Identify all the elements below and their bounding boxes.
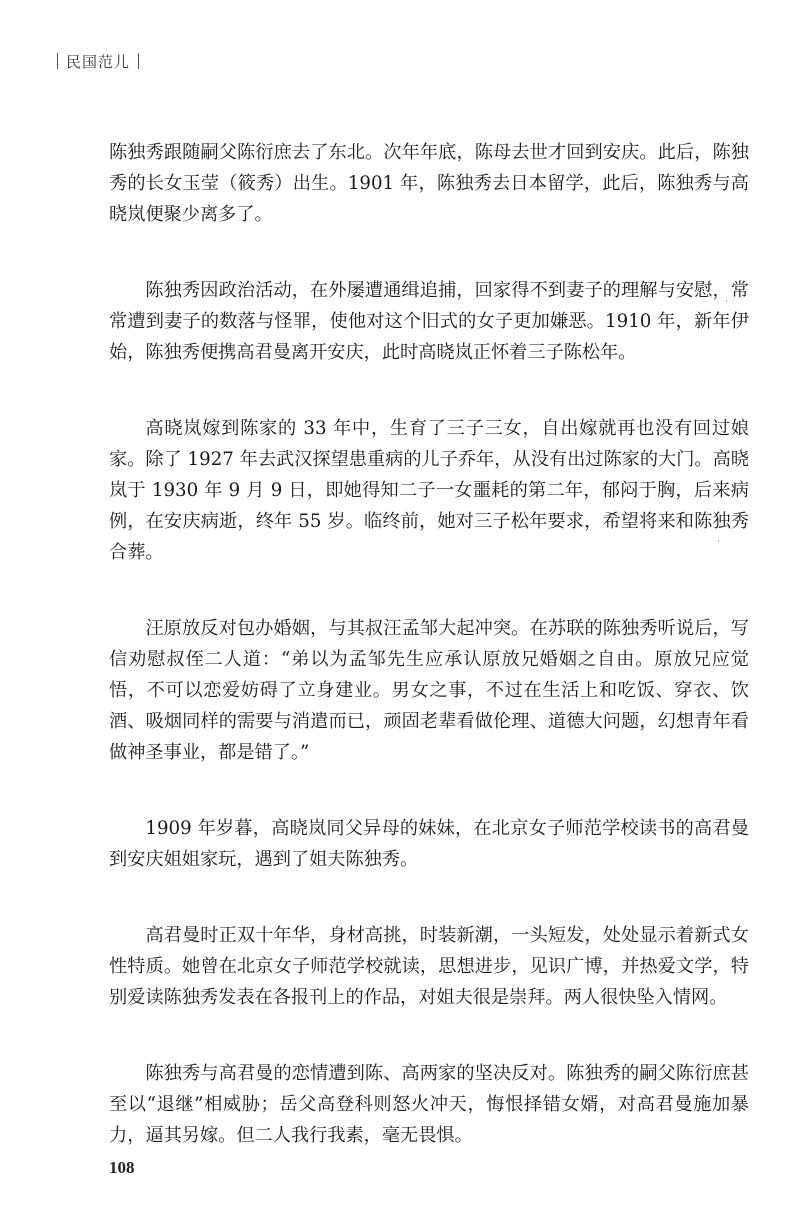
paragraph-6: 高君曼时正双十年华，身材高挑，时装新潮，一头短发，处处显示着新式女性特质。她曾在北京女子师范学校就读，思想进步，见识广博，并热爱文学，特别爱读陈独秀发表在各报刊上的作品，对姐夫很是崇拜。两人很快坠入情网。	[109, 925, 749, 1008]
paragraph-5: 1909 年岁暮，高晓岚同父异母的妹妹，在北京女子师范学校读书的高君曼到安庆姐姐家玩，遇到了姐夫陈独秀。	[109, 818, 749, 870]
paragraph-2: 陈独秀因政治活动，在外屡遭通缉追捕，回家得不到妻子的理解与安慰，常常遭到妻子的数落与怪罪，使他对这个旧式的女子更加嫌恶。1910 年，新年伊始，陈独秀便携高君曼离开安庆，此时高晓岚正怀着三子陈松年。	[109, 280, 749, 363]
paragraph-3: 高晓岚嫁到陈家的 33 年中，生育了三子三女，自出嫁就再也没有回过娘家。除了 1927 年去武汉探望患重病的儿子乔年，从没有出过陈家的大门。高晓岚于 1930 年 9 月 9 日，即她得知二子一女噩耗的第二年，郁闷于胸，后来病例，在安庆病逝，终年 55 岁。临终前，她对三子松年要求，希望将来和陈独秀合葬。	[109, 418, 749, 563]
running-header	[57, 50, 139, 72]
scan-speck: ˙	[724, 300, 729, 311]
paragraph-4: 汪原放反对包办婚姻，与其叔汪孟邹大起冲突。在苏联的陈独秀听说后，写信劝慰叔侄二人道：“弟以为孟邹先生应承认原放兄婚姻之自由。原放兄应觉悟，不可以恋爱妨碍了立身建业。男女之事，不过在生活上和吃饭、穿衣、饮酒、吸烟同样的需要与消遣而已，顽固老辈看做伦理、道德大问题，幻想青年看做神圣事业，都是错了。”	[109, 618, 749, 763]
paragraph-7: 陈独秀与高君曼的恋情遭到陈、高两家的坚决反对。陈独秀的嗣父陈衍庶甚至以“退继”相威胁；岳父高登科则怒火冲天，悔恨择错女婿，对高君曼施加暴力，逼其另嫁。但二人我行我素，毫无畏惧。	[109, 1063, 749, 1146]
page-number: 108	[109, 1158, 135, 1177]
book-title: 民国范儿	[66, 52, 131, 71]
body-text	[109, 137, 749, 1196]
header-left-divider	[57, 53, 58, 69]
paragraph-1: 陈独秀跟随嗣父陈衍庶去了东北。次年年底，陈母去世才回到安庆。此后，陈独秀的长女玉莹（筱秀）出生。1901 年，陈独秀去日本留学，此后，陈独秀与高晓岚便聚少离多了。	[109, 142, 749, 225]
header-right-divider	[138, 53, 139, 69]
scan-speck: ˙	[716, 540, 721, 551]
